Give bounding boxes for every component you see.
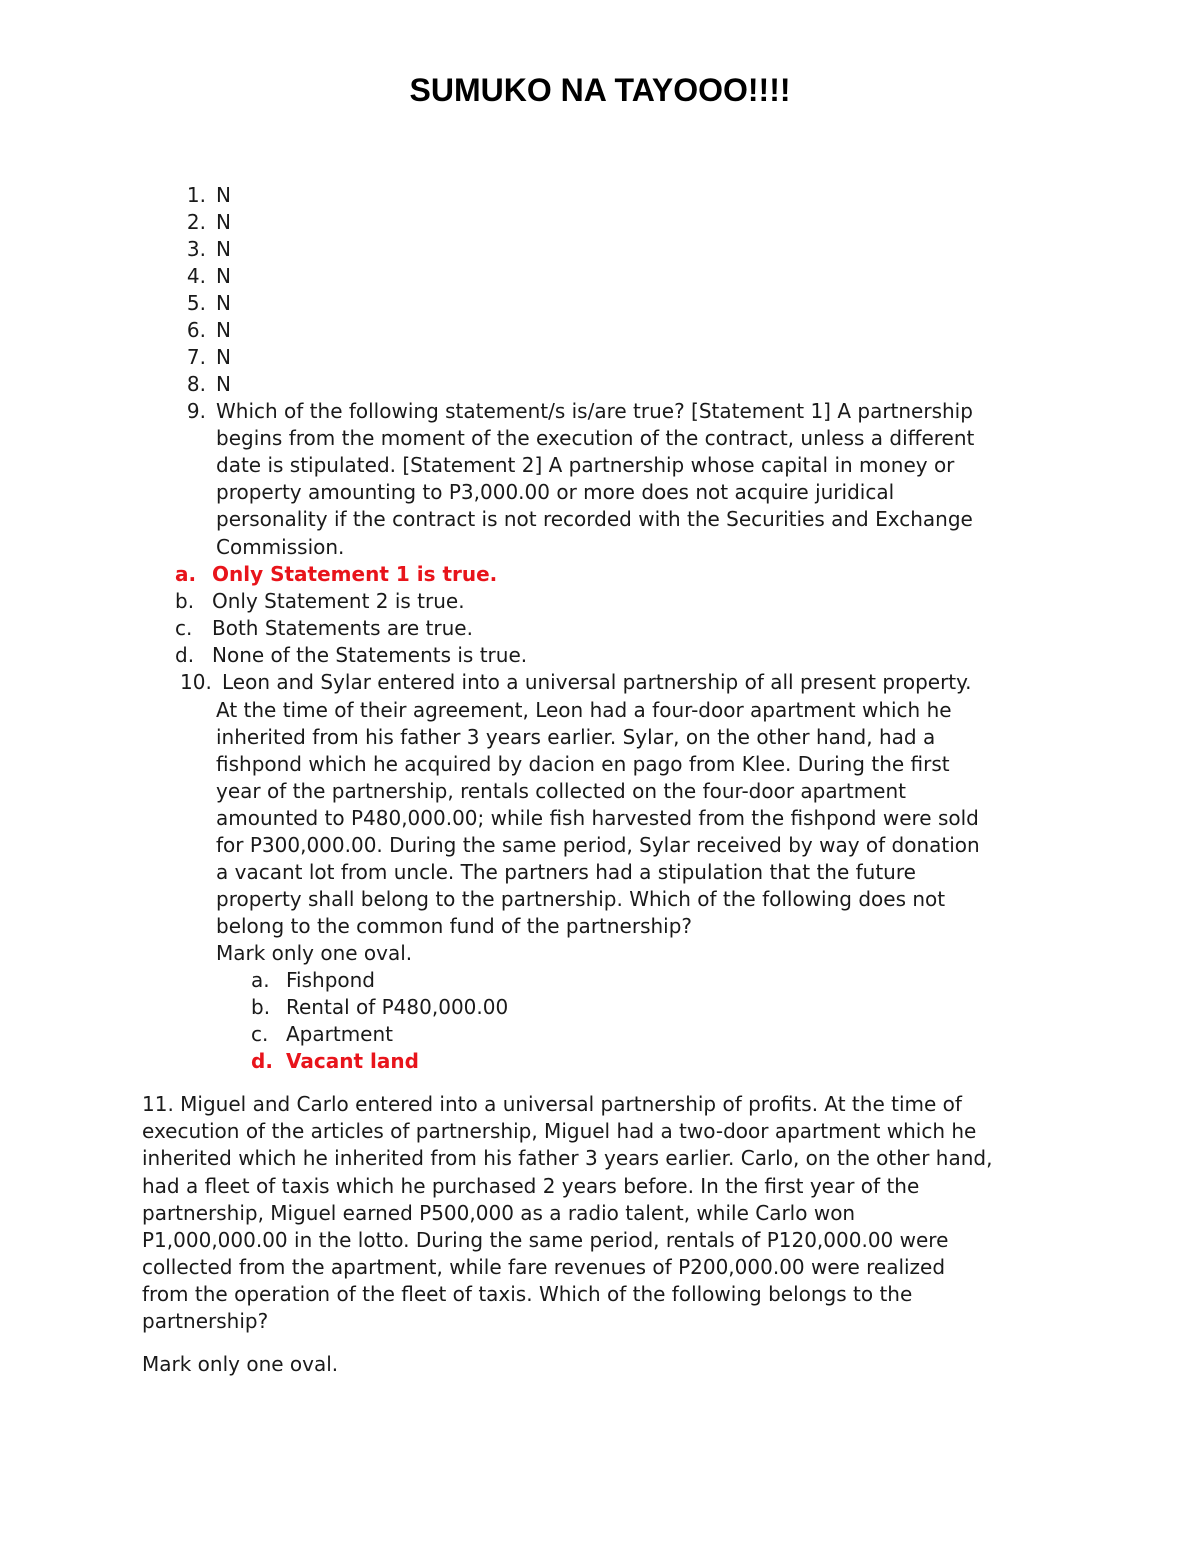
question-text-line: inherited which he inherited from his father 3 years earlier. Carlo, on the other hand, [142,1146,993,1170]
question-text-line: personality if the contract is not recorded with the Securities and Exchange [216,507,973,531]
answer-option: a. Fishpond [251,968,376,992]
question-text-line: Leon and Sylar entered into a universal partnership of all present property. [222,670,972,694]
question-number: 10. [180,670,212,694]
answer-option-correct: d. Vacant land [251,1049,419,1073]
question-text-line: Which of the following statement/s is/are true? [Statement 1] A partnership [216,399,973,423]
question-text-line: fishpond which he acquired by dacion en pago from Klee. During the first [216,752,950,776]
question-text-line: begins from the moment of the execution of the contract, unless a different [216,426,975,450]
question-text-line: for P300,000.00. During the same period, Sylar received by way of donation [216,833,980,857]
answer-option: b. Only Statement 2 is true. [175,589,465,613]
question-text-line: partnership? [142,1309,269,1333]
question-text-line: inherited from his father 3 years earlier. Sylar, on the other hand, had a [216,725,936,749]
answer-option: c. Apartment [251,1022,394,1046]
question-text-line: collected from the apartment, while fare revenues of P200,000.00 were realized [142,1255,946,1279]
question-instruction: Mark only one oval. [216,941,413,965]
question-instruction: Mark only one oval. [142,1352,339,1376]
question-text-line: year of the partnership, rentals collected on the four-door apartment [216,779,906,803]
question-text-line: execution of the articles of partnership, Miguel had a two-door apartment which he [142,1119,977,1143]
question-text-line: At the time of their agreement, Leon had a four-door apartment which he [216,698,952,722]
question-number: 9. [186,399,206,423]
question-text-line: 11. Miguel and Carlo entered into a universal partnership of profits. At the time of [142,1092,962,1116]
page-title: SUMUKO NA TAYOOO!!!! [409,72,791,108]
answer-option: c. Both Statements are true. [175,616,473,640]
answer-option: d. None of the Statements is true. [175,643,528,667]
question-text-line: had a fleet of taxis which he purchased 2 years before. In the first year of the [142,1174,920,1198]
question-text-line: date is stipulated. [Statement 2] A partnership whose capital in money or [216,453,955,477]
question-text-line: Commission. [216,535,345,559]
question-text-line: partnership, Miguel earned P500,000 as a radio talent, while Carlo won [142,1201,856,1225]
question-text-line: P1,000,000.00 in the lotto. During the same period, rentals of P120,000.00 were [142,1228,949,1252]
document-page: SUMUKO NA TAYOOO!!!! 1. N 2. N 3. N 4. N 5. N 6. N 7. N 8. N 9. Which of the following statement/s is/are true? [Statement 1] A partnership begins from the moment of the execution of the contract, unless a different date is stipulated. [Statement 2] A partnership whose capital in money or property amounting to P3,000.00 or more does not acquire juridical personality if the contract is not recorded with the Securities and Exchange Commission. a. Only Statement 1 is true. b. Only Statement 2 is true. c. Both Statements are true. d. None of the Statements is true. 10. Leon and Sylar entered into a universal partnership of all present property. At the time of their agreement, Leon had a four-door apartment which he inherited from his father 3 years earlier. Sylar, on the other hand, had a fishpond which he acquired by dacion en pago from Klee. During the first year of the partnership, rentals collected on the four-door apartment amounted to P480,000.00; while fish harvested from the fishpond were sold for P300,000.00. During the same period, Sylar received by way of donation a vacant lot from uncle. The partners had a stipulation that the future property shall belong to the partnership. Which of the following does not belong to the common fund of the partnership? Mark only one oval. a. Fishpond b. Rental of P480,000.00 c. Apartment d. Vacant land 11. Miguel and Carlo entered into a universal partnership of profits. At the time of execution of the articles of partnership, Miguel had a two-door apartment which he inherited which he inherited from his father 3 years earlier. Carlo, on the other hand, had a fleet of taxis which he purchased 2 years before. In the first year of the partnership, Miguel earned P500,000 as a radio talent, while Carlo won P1,000,000.00 in the lotto. During the same period, rentals of P120,000.00 were collected from the apartment, while fare revenues of P200,000.00 were realized from the operation of the fleet of taxis. Which of the following belongs to the partnership? Mark only one oval. [0,0,1200,1553]
question-text-line: belong to the common fund of the partnership? [216,914,693,938]
answer-option: b. Rental of P480,000.00 [251,995,509,1019]
question-text-line: from the operation of the fleet of taxis. Which of the following belongs to the [142,1282,913,1306]
question-text-line: a vacant lot from uncle. The partners had a stipulation that the future [216,860,916,884]
question-text-line: property amounting to P3,000.00 or more does not acquire juridical [216,480,895,504]
answer-option-correct: a. Only Statement 1 is true. [175,562,498,586]
question-text-line: property shall belong to the partnership. Which of the following does not [216,887,946,911]
question-text-line: amounted to P480,000.00; while fish harvested from the fishpond were sold [216,806,979,830]
